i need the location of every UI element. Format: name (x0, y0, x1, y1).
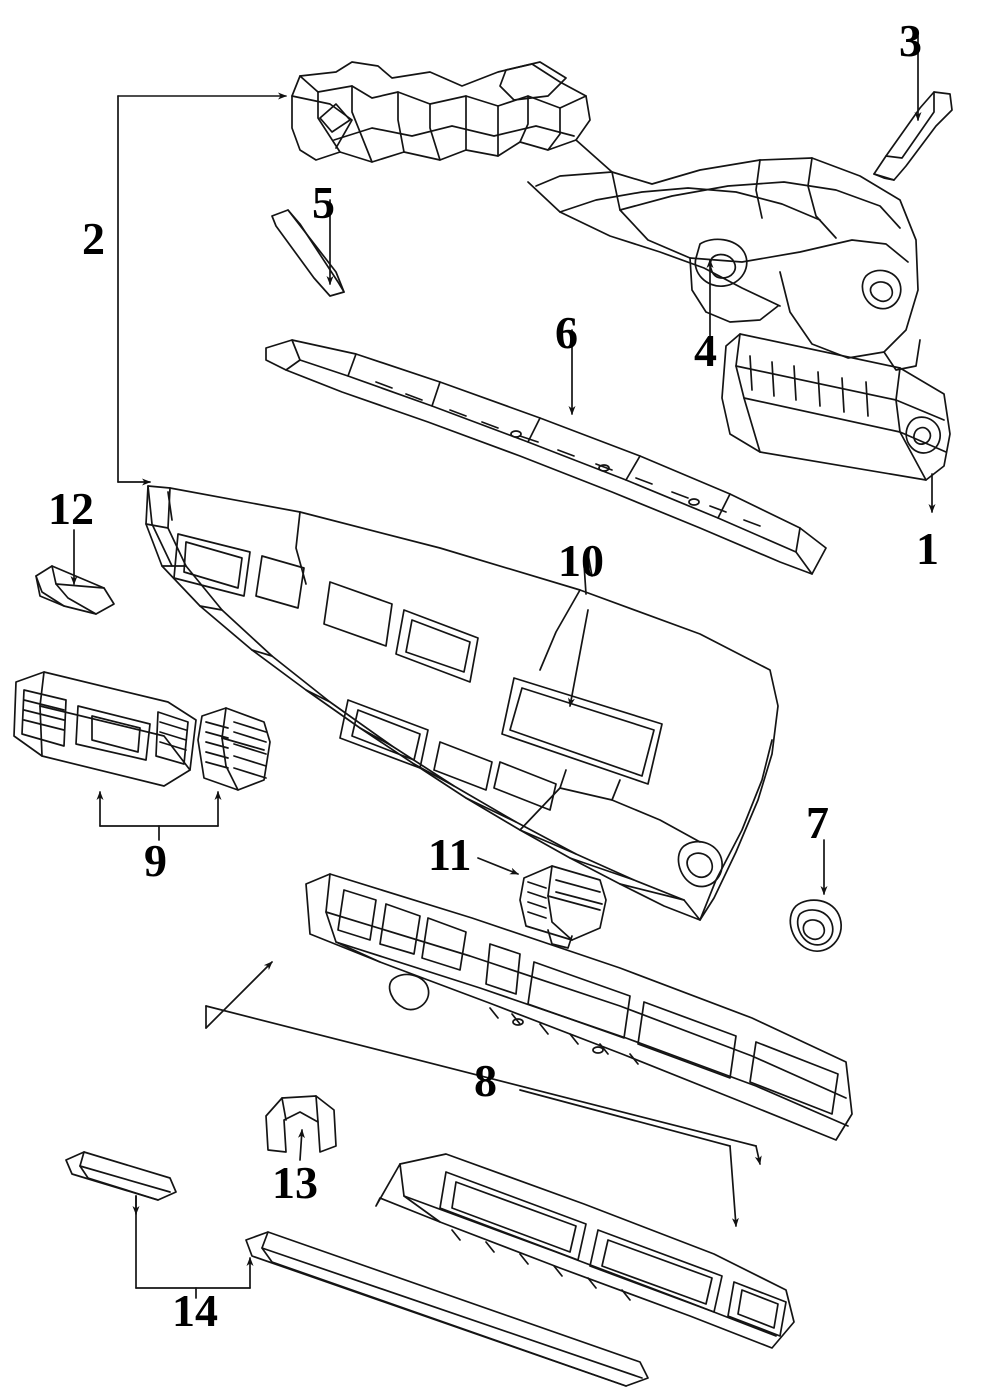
callout-2: 2 (82, 213, 105, 264)
callout-14: 14 (172, 1285, 218, 1336)
callout-10: 10 (558, 535, 604, 586)
callout-5: 5 (312, 177, 335, 228)
callout-4: 4 (694, 325, 717, 376)
callout-7: 7 (806, 797, 829, 848)
callout-8: 8 (474, 1055, 497, 1106)
callout-9: 9 (144, 835, 167, 886)
callout-11: 11 (428, 829, 472, 880)
callout-13: 13 (272, 1157, 318, 1208)
callout-12: 12 (48, 483, 94, 534)
callout-6: 6 (555, 307, 578, 358)
callout-1: 1 (916, 523, 939, 574)
callout-3: 3 (899, 15, 922, 66)
